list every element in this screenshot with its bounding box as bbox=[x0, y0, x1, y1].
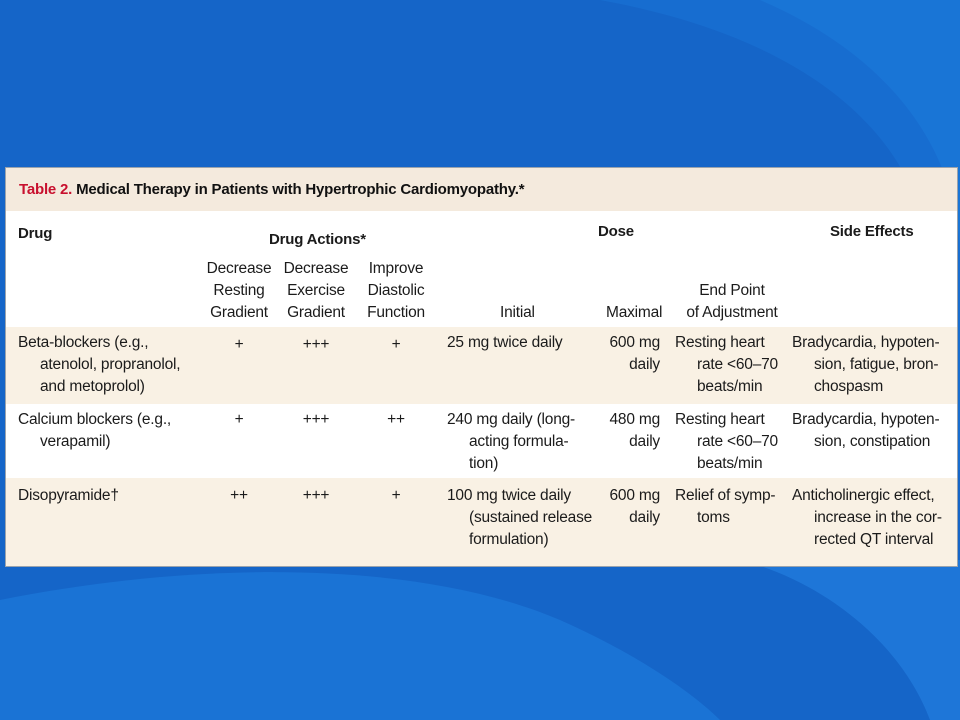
header-decrease-resting: Decrease Resting Gradient bbox=[206, 260, 272, 321]
header-end-point: End Point of Adjustment bbox=[686, 282, 778, 321]
header-initial: Initial bbox=[500, 304, 535, 321]
therapy-table bbox=[5, 167, 958, 567]
improve-diastolic-value: ++ bbox=[387, 411, 405, 428]
decrease-resting-value: + bbox=[234, 411, 244, 428]
header-side-effects: Side Effects bbox=[830, 223, 914, 240]
improve-diastolic-value: + bbox=[391, 336, 401, 353]
table-number: Table 2. bbox=[19, 181, 73, 198]
side-effects: Bradycardia, hypoten- sion, constipation bbox=[792, 411, 940, 450]
header-decrease-exercise: Decrease Exercise Gradient bbox=[283, 260, 349, 321]
table-row bbox=[6, 327, 957, 404]
maximal-dose: 600 mg daily bbox=[609, 487, 660, 526]
decrease-resting-value: + bbox=[234, 336, 244, 353]
header-drug: Drug bbox=[18, 225, 53, 242]
table-title-bar bbox=[6, 168, 957, 212]
side-effects: Bradycardia, hypoten- sion, fatigue, bron- chospasm bbox=[792, 334, 940, 395]
table-row bbox=[6, 404, 957, 478]
decrease-exercise-value: +++ bbox=[302, 336, 330, 353]
end-point: Resting heart rate <60–70 beats/min bbox=[675, 334, 778, 395]
side-effects: Anticholinergic effect, increase in the cor- rected QT interval bbox=[792, 487, 942, 548]
end-point: Resting heart rate <60–70 beats/min bbox=[675, 411, 778, 472]
decrease-exercise-value: +++ bbox=[302, 411, 330, 428]
drug-name: Disopyramide† bbox=[18, 487, 119, 504]
table-title-text: Medical Therapy in Patients with Hypertrophic Cardiomyopathy.* bbox=[76, 181, 525, 198]
initial-dose: 240 mg daily (long- acting formula- tion) bbox=[447, 411, 576, 472]
maximal-dose: 600 mg daily bbox=[609, 334, 660, 373]
header-dose: Dose bbox=[598, 223, 634, 240]
header-drug-actions: Drug Actions* bbox=[269, 231, 366, 248]
improve-diastolic-value: + bbox=[391, 487, 401, 504]
table-title bbox=[19, 181, 524, 198]
table-row bbox=[6, 478, 957, 567]
initial-dose: 100 mg twice daily (sustained release formulation) bbox=[447, 487, 593, 548]
table-header bbox=[6, 211, 957, 327]
decrease-resting-value: ++ bbox=[230, 487, 248, 504]
initial-dose: 25 mg twice daily bbox=[447, 334, 563, 351]
header-improve-diastolic: Improve Diastolic Function bbox=[367, 260, 425, 321]
decrease-exercise-value: +++ bbox=[302, 487, 330, 504]
maximal-dose: 480 mg daily bbox=[609, 411, 660, 450]
header-maximal: Maximal bbox=[606, 304, 663, 321]
drug-name: Calcium blockers (e.g., verapamil) bbox=[18, 411, 172, 450]
end-point: Relief of symp- toms bbox=[675, 487, 776, 526]
drug-name: Beta-blockers (e.g., atenolol, propranolol, and metoprolol) bbox=[18, 334, 181, 395]
